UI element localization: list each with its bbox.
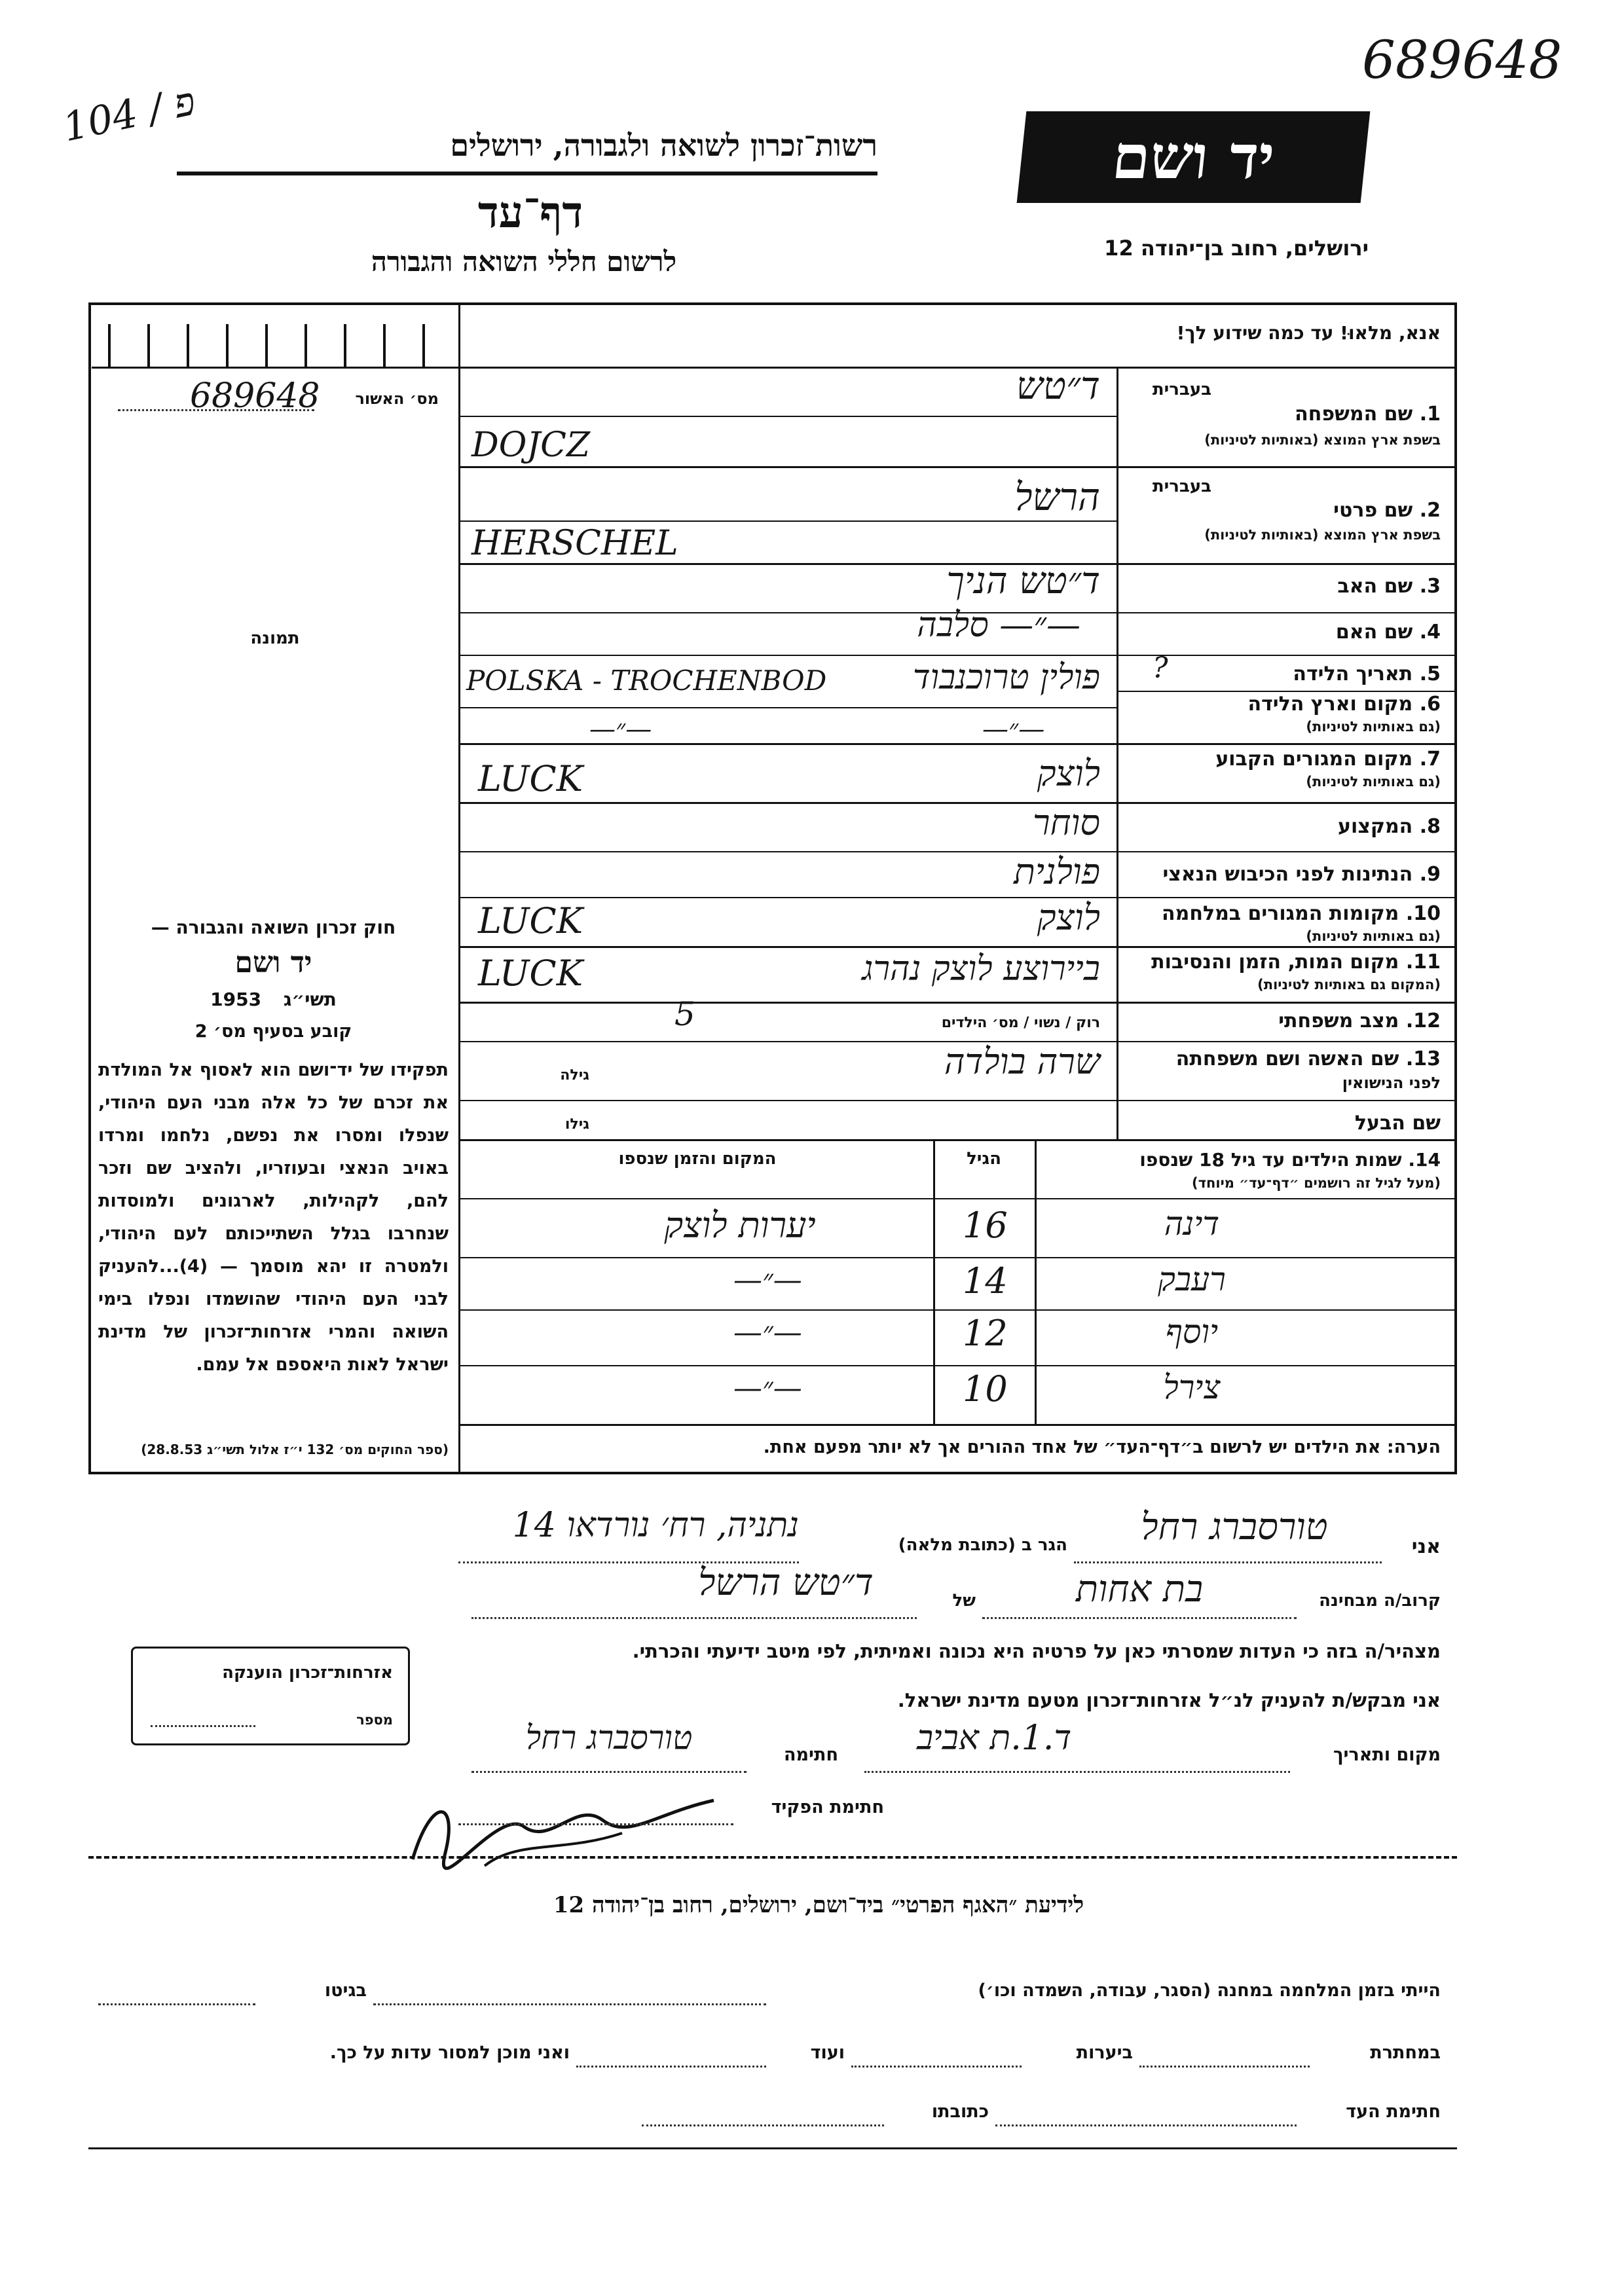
child3-age: 12 (963, 1313, 1008, 1354)
of-value: ד״טש הרשל (698, 1561, 874, 1604)
label-column-divider (1116, 367, 1118, 1139)
row13-bottom (458, 1100, 1457, 1101)
law-year-row (98, 989, 449, 1010)
address-value: נתניה, רח׳ נורדאו 14 (512, 1506, 799, 1545)
barcode-ticks (108, 324, 435, 367)
children-age-divider (933, 1139, 935, 1424)
relation-label: קרוב/ה מבחינה (1319, 1591, 1441, 1611)
field11-sub: (המקום גם באותיות לטיניות) (1257, 977, 1441, 993)
approval-label: מס׳ האשור (355, 390, 439, 408)
place-date-line (864, 1771, 1290, 1773)
field13-label (1126, 1048, 1441, 1070)
children-bottom (458, 1424, 1457, 1426)
law-year-hebrew: תשי״ג (283, 989, 337, 1010)
field13-name: שם האשה ושם משפחתה (1175, 1048, 1399, 1070)
relation-value: בת אחות (1075, 1568, 1204, 1611)
footer-underground-label: במחתרת (1370, 2043, 1441, 2063)
field12-printed-options: רוק / נשוי / מס׳ הילדים (941, 1015, 1100, 1031)
field8-label (1218, 815, 1441, 838)
place-date-label: מקום ותאריך (1333, 1745, 1441, 1765)
footer-divider (88, 1856, 1457, 1859)
field3-value: ד״טש הניך (946, 560, 1100, 602)
children-age-header: הגיל (967, 1149, 1001, 1169)
field11-latin-value: LUCK (478, 953, 583, 994)
field6-sub: (גם באותיות לטיניות) (1306, 719, 1441, 735)
field12-num: 12. (1405, 1010, 1441, 1032)
field1-hebrew-value: ד״טש (1016, 363, 1100, 408)
field7-num: 7. (1419, 748, 1441, 771)
child2-place: —״— (733, 1264, 802, 1297)
field6-label (1126, 693, 1441, 716)
footer-address-line (642, 2124, 884, 2126)
field7-name: מקום המגורים הקבוע (1215, 748, 1413, 771)
child1-name: דינה (1164, 1205, 1220, 1243)
field13-sub: לפני הנישואין (1342, 1074, 1441, 1092)
children-sub: (מעל לגיל זה רושמים ״דף־עד״ מיוחד) (1192, 1175, 1441, 1191)
record-number: 689648 (1362, 29, 1562, 90)
archive-folio-number: 104 / פ (58, 78, 200, 151)
field2-name: שם פרטי (1333, 499, 1413, 522)
statement-truth: מצהיר/ה בזה כי העדות שמסרתי כאן על פרטיה היא נכונה ואמיתית, לפי מיטב ידיעתי והכרתי. (632, 1640, 1441, 1662)
field3-name: שם האב (1337, 575, 1413, 598)
child4-age: 10 (963, 1368, 1008, 1410)
form-subtitle: לרשום חללי השואה והגבורה (371, 246, 677, 278)
footer-camp-line (373, 2003, 766, 2005)
page-bottom-border (88, 2147, 1457, 2149)
field2-latin-value: HERSCHEL (471, 524, 678, 563)
field8-value: סוחר (1032, 802, 1100, 843)
footer-title: לידיעת ״האגף הפרטי״ ביד־ושם, ירושלים, רחוב בן־יהודה 12 (553, 1892, 1084, 1918)
child1-age: 16 (963, 1205, 1008, 1246)
field5-value: ? (1153, 651, 1168, 685)
law-title: חוק זכרון השואה והגבורה — (151, 917, 396, 938)
field6-num: 6. (1419, 693, 1441, 716)
footer-forests-line (851, 2066, 1022, 2068)
field10-num: 10. (1405, 902, 1441, 925)
authority-underline (177, 172, 877, 175)
form-title: דף־עד (477, 187, 583, 238)
field10-label (1126, 902, 1441, 925)
field4-num: 4. (1419, 621, 1441, 644)
photo-label: תמונה (250, 629, 300, 648)
statement-request: אני מבקש/ת להעניק לנ״ל אזרחות־זכרון מטעם מדינת ישראל. (897, 1689, 1441, 1711)
clerk-signature-scrawl (406, 1781, 720, 1872)
field7-hebrew-value: לוצק (1037, 753, 1100, 794)
field1-sub: בשפת ארץ המוצא (באותיות לטיניות) (1204, 432, 1441, 448)
row13b-bottom (458, 1139, 1457, 1141)
child2-age: 14 (963, 1260, 1008, 1302)
field13-num: 13. (1405, 1048, 1441, 1070)
footer-camp-label: הייתי בזמן המלחמה במחנה (הסגר, עבודה, השמדה וכו׳) (978, 1980, 1441, 2001)
barcode-baseline (92, 367, 458, 369)
approval-line (118, 409, 314, 411)
field2-mid-line (458, 520, 1116, 522)
field13-value: שרה בולדה (944, 1041, 1100, 1082)
law-year: 1953 (210, 989, 262, 1010)
field8-num: 8. (1419, 815, 1441, 838)
clerk-signature-label: חתימת הפקיד (771, 1797, 884, 1817)
field1-latin-value: DOJCZ (471, 426, 591, 465)
field10-hebrew-value: לוצק (1037, 897, 1100, 938)
row11-bottom (458, 1002, 1457, 1004)
stamp-number-line (151, 1725, 255, 1727)
footer-ghetto-line (98, 2003, 255, 2005)
children-label (1041, 1149, 1441, 1171)
memorial-citizenship-stamp (131, 1647, 410, 1745)
child4-place: —״— (733, 1372, 802, 1405)
signature-label: חתימה (783, 1745, 838, 1765)
field10-latin-value: LUCK (478, 900, 583, 941)
children-note: הערה: את הילדים יש לרשום ב״דף־העד״ של אחד ההורים אך לא יותר מפעם אחת. (763, 1437, 1441, 1457)
field11-name: מקום המות, הזמן והנסיבות (1151, 951, 1399, 974)
footer-ghetto-label: בגיטו (324, 1980, 367, 2001)
field10-name: מקומות המגורים במלחמה (1162, 902, 1399, 925)
stamp-number-label: מספר (356, 1712, 393, 1728)
field7-sub: (גם באותיות לטיניות) (1306, 774, 1441, 790)
field3-label (1218, 575, 1441, 598)
field12-label (1218, 1010, 1441, 1032)
authority-name: רשות־זכרון לשואה ולגבורה, ירושלים (450, 128, 877, 163)
field1-name: שם המשפחה (1295, 403, 1413, 426)
field2-num: 2. (1419, 499, 1441, 522)
field12-children-count: 5 (674, 995, 695, 1033)
field11-num: 11. (1405, 951, 1441, 974)
footer-witness-label: חתימת העד (1346, 2102, 1441, 2122)
field5-label (1218, 663, 1441, 685)
law-gazette: (ספר החוקים מס׳ 132 י״ז אלול תשי״ג 28.8.53) (141, 1442, 449, 1457)
footer-other-label: ועוד (810, 2043, 845, 2063)
declarant-line (1074, 1561, 1382, 1563)
relation-line (982, 1617, 1297, 1619)
header-address: ירושלים, רחוב בן־יהודה 12 (1104, 236, 1369, 261)
field3-num: 3. (1419, 575, 1441, 598)
footer-underground-line (1139, 2066, 1310, 2068)
child4-name: צירל (1163, 1368, 1221, 1406)
footer-witness-line (995, 2124, 1297, 2126)
field1-mid-line (458, 416, 1116, 417)
field8-name: המקצוע (1337, 815, 1413, 838)
child2-name: רעבק (1158, 1260, 1226, 1298)
child2-line (458, 1309, 1457, 1311)
field10-sub: (גם באותיות לטיניות) (1306, 928, 1441, 944)
row4-bottom (458, 655, 1457, 656)
field5-num: 5. (1419, 663, 1441, 685)
field7-label (1126, 748, 1441, 771)
field2-hebrew-value: הרשל (1014, 475, 1100, 519)
field7-latin-value: LUCK (478, 758, 583, 799)
child3-line (458, 1365, 1457, 1366)
clerk-signature-line (458, 1823, 733, 1825)
footer-testimony-label: ואני מוכן למסור עדות על כך. (329, 2043, 570, 2063)
field11-hebrew-value: ביירוצע לוצק נהרג (862, 949, 1100, 989)
declarant-name: טורסברג רחל (1141, 1506, 1328, 1548)
child1-place: יערות לוצק (664, 1205, 816, 1246)
children-title: שמות הילדים עד גיל 18 שנספו (1139, 1149, 1402, 1171)
children-num: 14. (1408, 1149, 1441, 1171)
footer-address-label: כתובתו (931, 2102, 989, 2122)
field9-label (1126, 863, 1441, 886)
law-clause: קובע בסעיף מס׳ 2 (194, 1021, 352, 1042)
field11-label (1126, 951, 1441, 974)
signature-value: טורסברג רחל (525, 1719, 693, 1757)
field1-hebrew-tag: בעברית (1152, 380, 1211, 399)
row1-bottom (458, 466, 1457, 468)
signature-line (471, 1771, 747, 1773)
field9-name: הנתינות לפני הכיבוש הנאצי (1162, 863, 1413, 886)
memorial-citizenship-label: אזרחות־זכרון הוענקה (222, 1663, 393, 1683)
row5-bottom (1116, 691, 1457, 692)
husband-age-label: גילו (564, 1116, 589, 1133)
field1-label (1218, 403, 1441, 426)
field9-num: 9. (1419, 863, 1441, 886)
field4-value: —״— סלבה (917, 606, 1080, 645)
field6-latin-value: POLSKA - TROCHENBOD (466, 665, 827, 697)
field4-name: שם האם (1335, 621, 1413, 644)
field9-value: פולנית (1013, 851, 1100, 892)
footer-other-line (576, 2066, 766, 2068)
husband-label: שם הבעל (1354, 1112, 1441, 1135)
declarant-label: אני (1411, 1535, 1441, 1558)
of-label: של (952, 1591, 976, 1611)
field12-name: מצב משפחתי (1278, 1010, 1399, 1032)
field13-age-label: גילה (560, 1067, 589, 1084)
of-line (471, 1617, 917, 1619)
child3-name: יוסף (1165, 1313, 1219, 1351)
row6-mid (458, 707, 1116, 708)
field7-latin-ditto: —״— (589, 714, 652, 744)
instruction-banner: אנא, מלאוּ! עד כמה שידוע לך! (1176, 322, 1441, 344)
child3-place: —״— (733, 1316, 802, 1349)
field5-name: תאריך הלידה (1293, 663, 1413, 685)
field2-label (1218, 499, 1441, 522)
field7-hebrew-ditto: —״— (982, 714, 1045, 744)
footer-forests-label: ביערות (1076, 2043, 1133, 2063)
field6-name: מקום וארץ הלידה (1247, 693, 1413, 716)
place-date-value: ד.1.ת אביב (917, 1719, 1072, 1758)
field2-sub: בשפת ארץ המוצא (באותיות לטיניות) (1204, 527, 1441, 543)
children-place-header: המקום והזמן שנספו (618, 1149, 777, 1169)
children-header-bottom (458, 1198, 1457, 1199)
law-body: תפקידו של יד־ושם הוא לאסוף אל המולדת את זכרם של כל אלה מבני העם היהודי, שנפלו ומסרו את נפשם, נלחמו ומרדו באויב הנאצי ובעוזריו, ולהציב שם וזכר להם, לקהילות, לארגונים ולמוסדות שנחרבו בגלל השתייכותם לעם היהודי, ולמטרה זו יהא מוסמך — (4)...להעניק לבני העם היהודי שהושמדו ונפלו בימי השואה והמרי אזרחות־זכרון של מדינת ישראל לאות היאספם אל עמם. (98, 1060, 449, 1375)
field1-num: 1. (1419, 403, 1441, 426)
law-institution: יד ושם (234, 946, 312, 979)
yad-vashem-logo: יד ושם (1017, 111, 1371, 203)
field4-label (1218, 621, 1441, 644)
field2-hebrew-tag: בעברית (1152, 477, 1211, 496)
child1-line (458, 1257, 1457, 1258)
clerk-signature-icon (406, 1781, 720, 1872)
field6-hebrew-value: פולין טרוכנבוד (912, 658, 1100, 697)
row10-bottom (458, 946, 1457, 948)
address-label: הגר ב (כתובת מלאה) (898, 1535, 1067, 1555)
left-panel-divider (458, 302, 460, 1474)
children-name-divider (1035, 1139, 1037, 1424)
approval-value: 689648 (190, 376, 320, 416)
